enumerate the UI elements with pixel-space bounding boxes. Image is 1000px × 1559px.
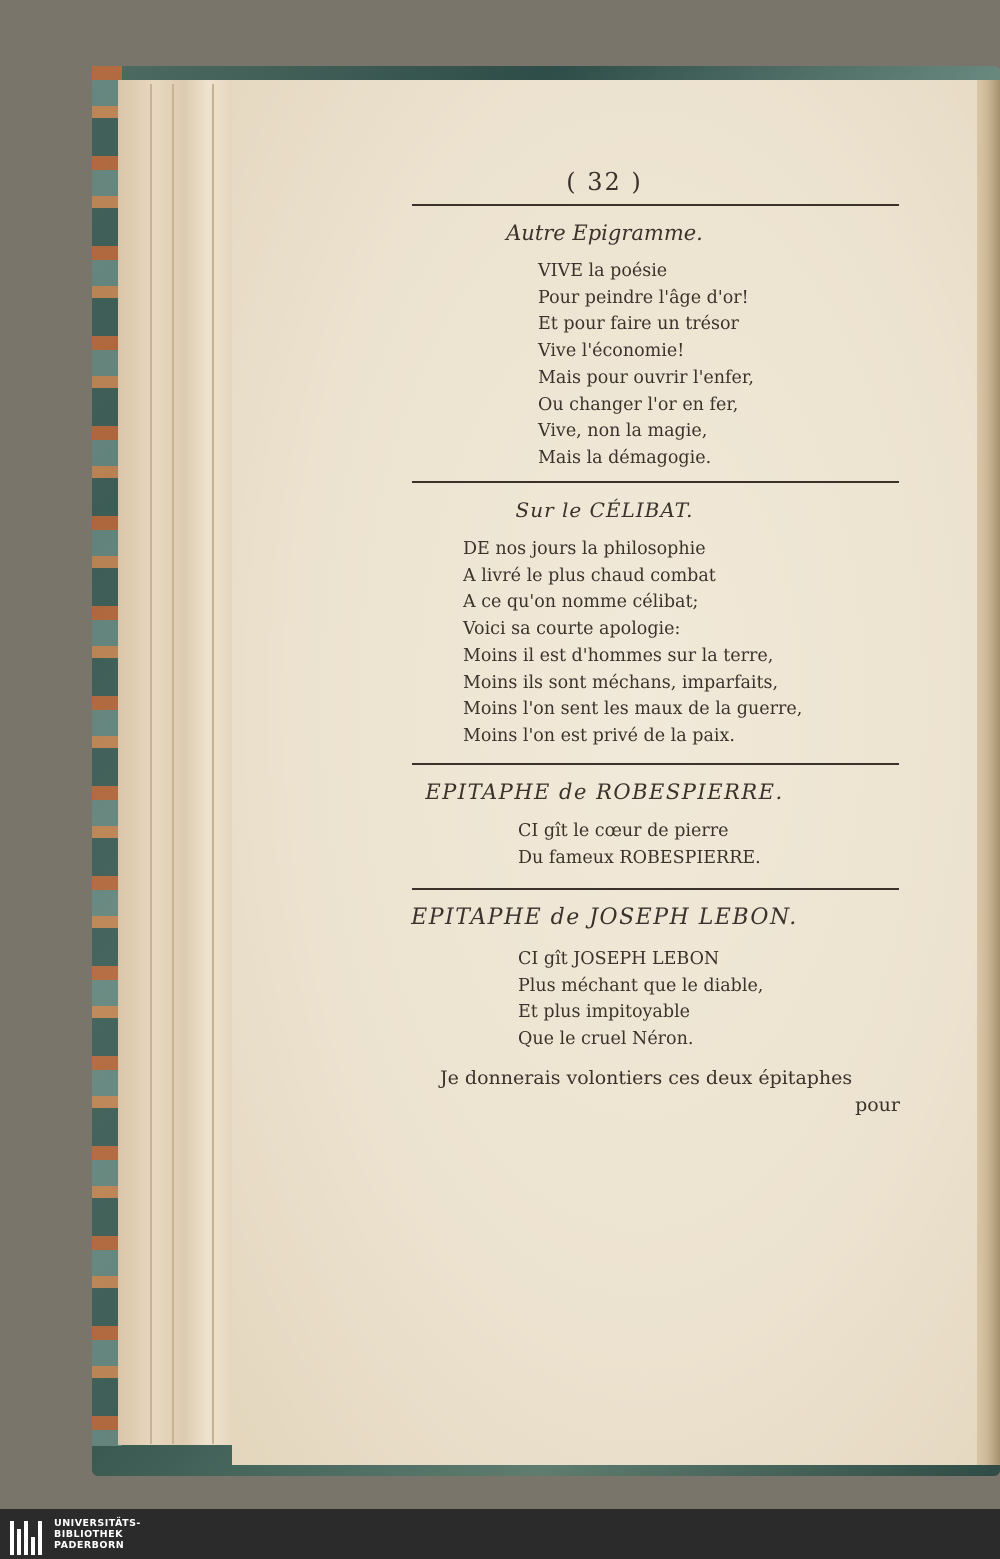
page-edge-line [212, 84, 214, 1444]
poem-line: Moins ils sont méchans, imparfaits, [463, 672, 779, 693]
epitaph-robespierre [518, 818, 761, 871]
page-edge-line [150, 84, 152, 1444]
poem-line: CI gît JOSEPH LEBON [518, 949, 720, 969]
library-name [54, 1518, 141, 1551]
poem-line: Plus méchant que le diable, [518, 975, 764, 996]
poem-line: Vive l'économie! [538, 341, 685, 362]
section-title: Autre Epigramme. [506, 221, 703, 245]
poem-line: Moins il est d'hommes sur la terre, [463, 645, 774, 666]
prose-paragraph [440, 1065, 900, 1119]
poem-line: Ou changer l'or en fer, [538, 394, 739, 415]
page-number: ( 32 ) [566, 168, 643, 196]
section-title: EPITAPHE de ROBESPIERRE. [425, 780, 784, 804]
poem-line: Vive, non la magie, [538, 421, 708, 442]
library-footer [0, 1509, 1000, 1559]
poem-line: VIVE la poésie [538, 261, 668, 281]
section-title: Sur le CÉLIBAT. [515, 498, 694, 522]
prose-line: Je donnerais volontiers ces deux épitaphes [440, 1067, 853, 1089]
poem-line: Du fameux ROBESPIERRE. [518, 847, 761, 868]
page-edge-line [172, 84, 174, 1444]
section-rule [412, 763, 899, 765]
book-page [232, 80, 977, 1465]
poem-line: CI gît le cœur de pierre [518, 821, 729, 841]
library-name-line: UNIVERSITÄTS- [54, 1518, 141, 1529]
section-rule [412, 481, 899, 483]
poem-line: Mais la démagogie. [538, 447, 712, 468]
section-title: EPITAPHE de JOSEPH LEBON. [411, 905, 798, 930]
poem-celibat [463, 536, 802, 750]
section-rule [412, 204, 899, 206]
poem-line: A ce qu'on nomme célibat; [463, 592, 699, 613]
catchword: pour [855, 1094, 900, 1116]
section-rule [412, 888, 899, 890]
poem-line: A livré le plus chaud combat [463, 565, 716, 586]
poem-line: Et pour faire un trésor [538, 314, 739, 335]
poem-line: Et plus impitoyable [518, 1002, 691, 1023]
poem-line: Moins l'on est privé de la paix. [463, 725, 735, 746]
library-name-line: PADERBORN [54, 1540, 125, 1551]
page-stack-edges [118, 80, 238, 1445]
library-bars-logo-icon [10, 1521, 46, 1555]
poem-epigramme [538, 258, 754, 472]
poem-line: Voici sa courte apologie: [463, 619, 681, 640]
epitaph-lebon [518, 946, 763, 1053]
library-name-line: BIBLIOTHEK [54, 1529, 123, 1540]
poem-line: Pour peindre l'âge d'or! [538, 287, 749, 308]
poem-line: Mais pour ouvrir l'enfer, [538, 367, 754, 388]
poem-line: Moins l'on sent les maux de la guerre, [463, 699, 803, 720]
poem-line: DE nos jours la philosophie [463, 539, 706, 559]
poem-line: Que le cruel Néron. [518, 1029, 694, 1050]
